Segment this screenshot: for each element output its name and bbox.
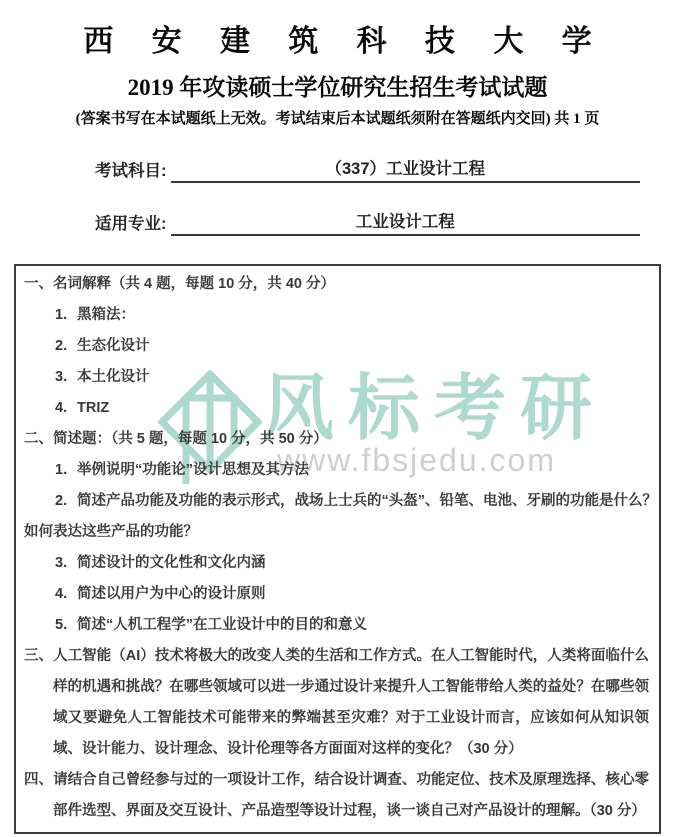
subject-label: 考试科目:	[95, 162, 167, 180]
question-item	[24, 610, 649, 641]
question-item	[24, 331, 649, 362]
item-text: 简述以用户为中心的设计原则	[77, 586, 266, 602]
item-text: 简述产品功能及功能的表示形式，战场上士兵的“头盔”、铅笔、电池、牙刷的功能是什么？	[77, 493, 657, 509]
subject-row	[95, 155, 640, 183]
major-label: 适用专业:	[95, 215, 167, 233]
item-text: 本土化设计	[77, 369, 150, 385]
question-item	[24, 548, 649, 579]
question-item	[24, 300, 649, 331]
question-item	[24, 393, 649, 424]
item-number: 2.	[55, 338, 68, 354]
question-item	[24, 455, 649, 486]
exam-paper-page	[0, 16, 675, 837]
item-number: 4.	[55, 400, 68, 416]
question-box	[14, 264, 661, 834]
item-number: 3.	[55, 369, 68, 385]
university-title: 西 安 建 筑 科 技 大 学	[83, 25, 607, 58]
item-number: 5.	[55, 617, 68, 633]
question-item	[24, 486, 657, 517]
item-continuation: 如何表达这些产品的功能？	[24, 524, 198, 540]
item-number: 4.	[55, 586, 68, 602]
section-heading: 一、名词解释（共 4 题，每题 10 分，共 40 分）	[24, 276, 335, 292]
exam-note: (答案书写在本试题纸上无效。考试结束后本试题纸须附在答题纸内交回) 共 1 页	[75, 111, 600, 127]
paragraph-text: 人工智能（AI）技术将极大的改变人类的生活和工作方式。在人工智能时代，人类将面临什么样的机遇和挑战？在哪些领域可以进一步通过设计来提升人工智能带给人类的益处？在哪些领域又要避免人工智能技术可能带来的弊端甚至灾难？对于工业设计而言，应该如何从知识领域、设计能力、设计理念、设计伦理等各方面面对这样的变化？（30 分）	[53, 648, 650, 757]
question-item	[24, 579, 649, 610]
item-number: 2.	[55, 493, 68, 509]
major-value: 工业设计工程	[171, 208, 641, 236]
paragraph-marker: 三、	[24, 648, 54, 664]
item-text: 生态化设计	[77, 338, 150, 354]
item-number: 1.	[55, 462, 68, 478]
question-item	[24, 362, 649, 393]
item-text: 简述“人机工程学”在工业设计中的目的和意义	[77, 617, 367, 633]
item-text: TRIZ	[77, 400, 110, 416]
section-heading: 二、简述题：（共 5 题，每题 10 分，共 50 分）	[24, 431, 328, 447]
paragraph-text: 请结合自己曾经参与过的一项设计工作，结合设计调查、功能定位、技术及原理选择、核心零部件选型、界面及交互设计、产品造型等设计过程，谈一谈自己对产品设计的理解。（30 分）	[53, 772, 650, 819]
subject-value: （337）工业设计工程	[171, 155, 641, 183]
major-row	[95, 208, 640, 236]
item-text: 举例说明“功能论”设计思想及其方法	[77, 462, 309, 478]
paragraph-marker: 四、	[24, 772, 54, 788]
watermark-brand: 风标考研	[262, 369, 607, 449]
item-number: 3.	[55, 555, 68, 571]
exam-title: 2019 年攻读硕士学位研究生招生考试试题	[127, 75, 548, 100]
item-text: 黑箱法：	[77, 307, 135, 323]
paragraph-question	[24, 765, 649, 827]
watermark-url: www.fbsjedu.com	[277, 442, 556, 478]
item-number: 1.	[55, 307, 68, 323]
paragraph-question	[24, 641, 649, 765]
item-text: 简述设计的文化性和文化内涵	[77, 555, 266, 571]
